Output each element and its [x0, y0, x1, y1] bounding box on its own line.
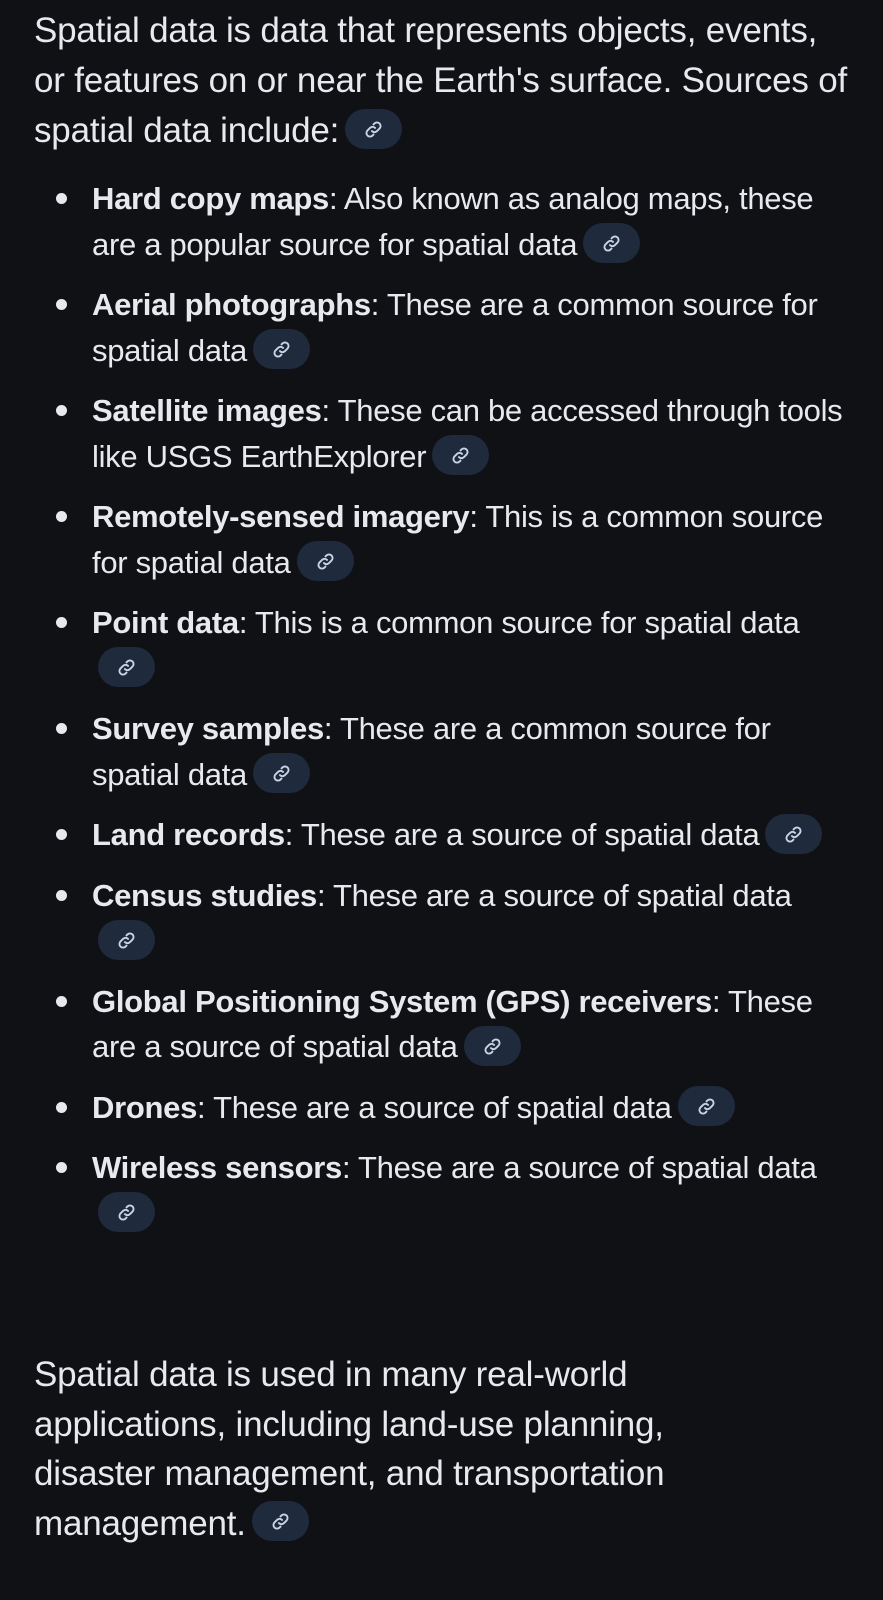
list-item [34, 494, 854, 585]
source-description: : Also known as analog maps, these are a popular source for spatial data [92, 181, 814, 262]
citation-chip[interactable] [765, 814, 822, 854]
list-item [34, 1145, 854, 1236]
source-description: : This is a common source for spatial data [92, 499, 824, 580]
list-item [34, 176, 854, 267]
source-term: Satellite images [92, 393, 322, 428]
citation-chip[interactable] [98, 647, 155, 687]
bullet [56, 1162, 67, 1173]
source-description: : These are a common source for spatial data [92, 287, 818, 368]
source-term: Remotely-sensed imagery [92, 499, 470, 534]
link-icon [697, 1097, 716, 1116]
list-item [34, 706, 854, 797]
link-icon [272, 340, 291, 359]
intro-text: Spatial data is data that represents objects, events, or features on or near the Earth's surface. Sources of spatial data include: [34, 11, 847, 150]
bullet [56, 299, 67, 310]
source-term: Global Positioning System (GPS) receivers [92, 983, 712, 1019]
source-description: : These are a source of spatial data [197, 1089, 672, 1125]
outro-paragraph [34, 1350, 734, 1548]
link-icon [272, 764, 291, 783]
bullet [56, 996, 67, 1007]
citation-chip[interactable] [464, 1026, 521, 1066]
outro-text: Spatial data is used in many real-world applications, including land-use planning, disaster management, and transportation management. [34, 1355, 665, 1543]
citation-chip[interactable] [345, 109, 402, 149]
citation-chip[interactable] [678, 1086, 735, 1126]
source-description: : These are a common source for spatial data [92, 711, 771, 792]
source-term: Drones [92, 1089, 198, 1125]
source-description: : These are a source of spatial data [341, 1150, 817, 1185]
citation-chip[interactable] [432, 435, 489, 475]
list-item [34, 979, 854, 1070]
citation-chip[interactable] [253, 753, 310, 793]
link-icon [117, 1203, 136, 1222]
list-item [34, 873, 854, 964]
source-term: Wireless sensors [92, 1150, 342, 1185]
source-description: : This is a common source for spatial data [238, 605, 800, 640]
citation-chip[interactable] [98, 1192, 155, 1232]
list-item [34, 600, 854, 691]
link-icon [451, 446, 470, 465]
link-icon [117, 931, 136, 950]
link-icon [483, 1037, 502, 1056]
source-description: : These can be accessed through tools like USGS EarthExplorer [92, 393, 843, 474]
list-item [34, 388, 854, 479]
link-icon [117, 658, 136, 677]
source-description: : These are a source of spatial data [316, 877, 792, 913]
bullet [56, 723, 67, 734]
bullet [56, 511, 67, 522]
citation-chip[interactable] [253, 329, 310, 369]
bullet [56, 829, 67, 840]
link-icon [364, 120, 383, 139]
list-item [34, 812, 854, 858]
bullet [56, 193, 67, 204]
link-icon [602, 234, 621, 253]
source-term: Point data [92, 605, 239, 640]
bullet [56, 1102, 67, 1113]
intro-paragraph [34, 6, 854, 156]
source-term: Aerial photographs [92, 287, 371, 322]
source-term: Survey samples [92, 711, 324, 746]
sources-list [34, 176, 854, 1251]
citation-chip[interactable] [583, 223, 640, 263]
citation-chip[interactable] [252, 1501, 309, 1541]
bullet [56, 617, 67, 628]
bullet [56, 890, 67, 901]
bullet [56, 405, 67, 416]
list-item [34, 282, 854, 373]
citation-chip[interactable] [297, 541, 354, 581]
link-icon [784, 825, 803, 844]
source-term: Land records [92, 817, 285, 852]
citation-chip[interactable] [98, 920, 155, 960]
list-item [34, 1085, 854, 1131]
source-description: : These are a source of spatial data [92, 983, 813, 1064]
link-icon [271, 1512, 290, 1531]
source-term: Census studies [92, 877, 317, 913]
link-icon [316, 552, 335, 571]
response-content [34, 6, 854, 1543]
source-description: : These are a source of spatial data [284, 817, 760, 852]
source-term: Hard copy maps [92, 181, 329, 216]
